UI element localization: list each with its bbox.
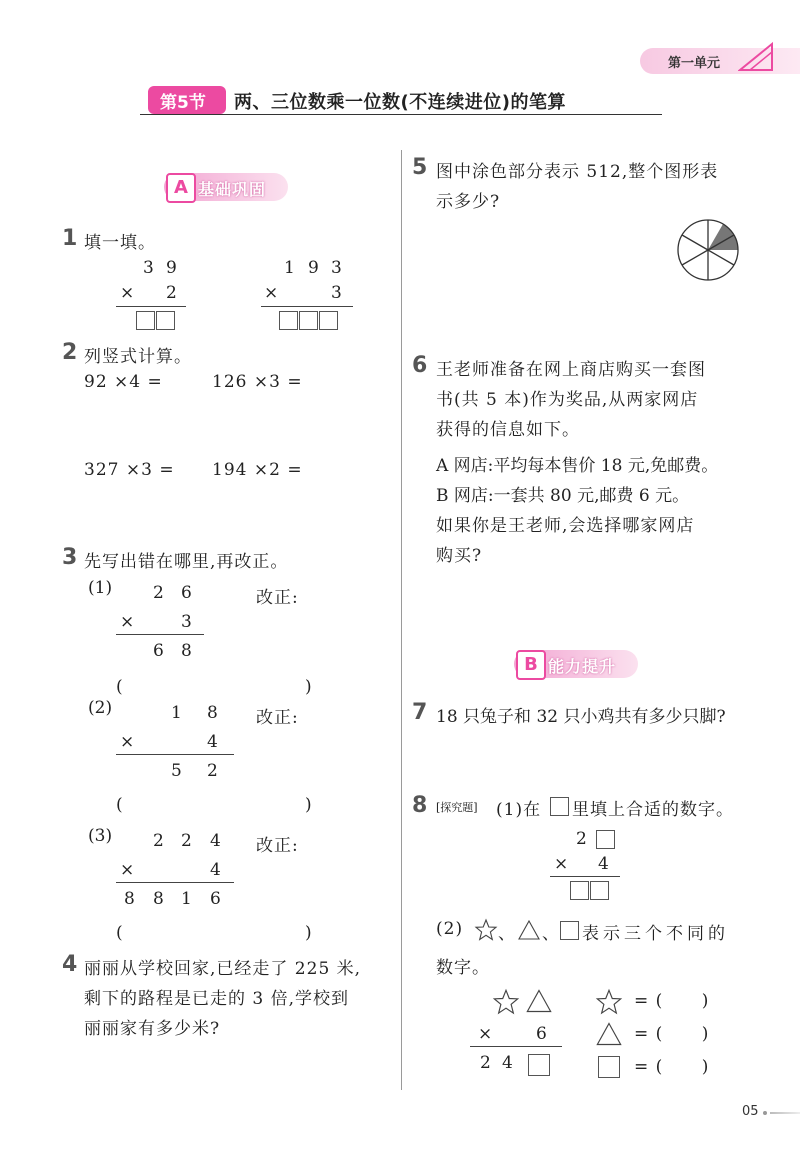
q3-1-result-digit: 6 [153, 641, 164, 661]
q3-3-times: × [120, 860, 135, 880]
q3-2-times: × [120, 732, 135, 752]
q6-line: 书(共 5 本)作为奖品,从两家网店 [436, 390, 699, 410]
q3-1-top-digit: 6 [181, 583, 192, 603]
q1b-top-digit: 3 [331, 258, 342, 278]
q1b-times: × [264, 283, 279, 303]
q1a-top-digit: 3 [143, 258, 154, 278]
q3-3-paren-close: ) [305, 923, 312, 943]
page-number: 05 [742, 1104, 759, 1119]
q8-p2-times: × [478, 1024, 493, 1044]
q1b-top-digit: 9 [308, 258, 319, 278]
q8-p1-rule [550, 876, 620, 877]
q3-3-result-digit: 8 [153, 889, 164, 909]
q1b-multiplier: 3 [331, 283, 342, 303]
square-icon [560, 921, 579, 940]
q2-text: 列竖式计算。 [84, 347, 192, 367]
q8-p1-text-b: 里填上合适的数字。 [572, 800, 734, 820]
answer-box[interactable] [136, 311, 155, 330]
q5-number: 5 [412, 155, 428, 180]
q3-1-top-digit: 2 [153, 583, 164, 603]
q7-text: 18 只兔子和 32 只小鸡共有多少只脚? [436, 707, 726, 727]
q3-2-top-digit: 1 [171, 703, 182, 723]
q6-line: A 网店:平均每本售价 18 元,免邮费。 [436, 456, 719, 476]
q1a-rule [116, 306, 186, 307]
answer-box[interactable] [299, 311, 318, 330]
q8-p2-multiplier: 6 [536, 1024, 547, 1044]
q1a-answer-boxes [136, 310, 175, 330]
q6-line: 获得的信息如下。 [436, 420, 580, 440]
q8-p1-top-digit: 2 [576, 829, 587, 849]
column-divider [401, 150, 402, 1090]
q8-tag: [探究题] [436, 801, 478, 814]
q1-text: 填一填。 [84, 233, 156, 253]
q8-eq-star: = ( ) [634, 991, 710, 1011]
q3-2-top-digit: 8 [207, 703, 218, 723]
part-b-letter: B [516, 650, 546, 680]
q3-2-multiplier: 4 [207, 732, 218, 752]
square-icon [598, 1056, 620, 1078]
q8-p1-times: × [554, 854, 569, 874]
q2-number: 2 [62, 340, 78, 365]
answer-box[interactable] [319, 311, 338, 330]
answer-box[interactable] [528, 1054, 550, 1076]
answer-box[interactable] [590, 881, 609, 900]
triangle-icon [525, 988, 553, 1014]
q1b-answer-boxes [279, 310, 338, 330]
q1a-times: × [120, 283, 135, 303]
q8-eq-square: = ( ) [634, 1057, 710, 1077]
q8-p1-answer-boxes [570, 880, 609, 900]
q6-line: B 网店:一套共 80 元,邮费 6 元。 [436, 486, 690, 506]
star-icon [595, 988, 623, 1016]
pie-divider [682, 235, 708, 250]
q3-2-rule [116, 754, 234, 755]
q2-item: 92 ×4 = [84, 372, 163, 392]
q3-1-paren-close: ) [305, 677, 312, 697]
q4-line: 丽丽从学校回家,已经走了 225 米, [84, 959, 362, 979]
answer-box[interactable] [279, 311, 298, 330]
q3-3-paren-open: ( [116, 923, 123, 943]
q8-p2-sep: 、 [542, 924, 560, 944]
q4-line: 丽丽家有多少米? [84, 1019, 221, 1039]
footer-line [770, 1112, 800, 1114]
q3-1-fix-label: 改正: [256, 588, 299, 608]
q1b-top-digit: 1 [284, 258, 295, 278]
q7-number: 7 [412, 700, 428, 725]
pie-shaded-slice [708, 224, 740, 263]
q3-1-rule [116, 634, 204, 635]
answer-box[interactable] [156, 311, 175, 330]
q8-p2-result-digit: 2 [480, 1053, 491, 1073]
q5-line: 图中涂色部分表示 512,整个图形表 [436, 162, 719, 182]
q4-line: 剩下的路程是已走的 3 倍,学校到 [84, 989, 350, 1009]
triangle-ruler-icon [738, 40, 778, 74]
pie-divider [708, 250, 734, 265]
q3-3-fix-label: 改正: [256, 836, 299, 856]
q3-2-paren-close: ) [305, 795, 312, 815]
q8-p2-sep: 、 [498, 924, 516, 944]
triangle-icon [595, 1021, 623, 1047]
q3-3-label: (3) [88, 826, 113, 846]
q3-2-result-digit: 5 [171, 761, 182, 781]
q6-number: 6 [412, 353, 428, 378]
q3-3-result-digit: 8 [124, 889, 135, 909]
q3-1-times: × [120, 612, 135, 632]
q3-3-result-digit: 1 [181, 889, 192, 909]
q8-p1-text-a: (1)在 [496, 800, 542, 820]
q8-p2-text: 表示三个不同的 [582, 924, 729, 944]
q1a-top-digit: 9 [166, 258, 177, 278]
q8-p2-label: (2) [436, 919, 464, 939]
triangle-icon [517, 919, 541, 941]
q2-item: 126 ×3 = [212, 372, 303, 392]
q3-1-label: (1) [88, 578, 113, 598]
q8-p2-rule [470, 1046, 562, 1047]
q4-number: 4 [62, 952, 78, 977]
q8-p1-multiplier: 4 [598, 854, 609, 874]
footer-dot [763, 1111, 767, 1115]
q6-line: 王老师准备在网上商店购买一套图 [436, 360, 706, 380]
q3-3-multiplier: 4 [210, 860, 221, 880]
part-a-letter: A [166, 173, 196, 203]
q3-2-label: (2) [88, 698, 113, 718]
q3-1-paren-open: ( [116, 677, 123, 697]
pie-diagram [676, 218, 740, 282]
q2-item: 194 ×2 = [212, 460, 303, 480]
q3-1-result-digit: 8 [181, 641, 192, 661]
q5-line: 示多少? [436, 192, 501, 212]
section-tag: 第5节 [160, 93, 206, 113]
q6-line: 购买? [436, 546, 483, 566]
q3-3-result-digit: 6 [210, 889, 221, 909]
unit-label: 第一单元 [668, 56, 721, 71]
section-title: 两、三位数乘一位数(不连续进位)的笔算 [234, 92, 566, 113]
q3-3-top-digit: 2 [153, 831, 164, 851]
q1-number: 1 [62, 226, 78, 251]
q3-1-multiplier: 3 [181, 612, 192, 632]
part-a-title: 基础巩固 [198, 180, 267, 199]
q3-2-result-digit: 2 [207, 761, 218, 781]
q8-eq-triangle: = ( ) [634, 1024, 710, 1044]
part-b-title: 能力提升 [548, 657, 617, 676]
inline-box-icon [550, 797, 569, 816]
q1b-rule [261, 306, 353, 307]
q3-2-fix-label: 改正: [256, 708, 299, 728]
q8-number: 8 [412, 793, 428, 818]
answer-box[interactable] [570, 881, 589, 900]
answer-box[interactable] [596, 830, 615, 849]
q8-p2-text2: 数字。 [436, 958, 490, 978]
q3-3-rule [116, 882, 234, 883]
q3-3-top-digit: 2 [181, 831, 192, 851]
q3-number: 3 [62, 545, 78, 570]
q6-line: 如果你是王老师,会选择哪家网店 [436, 516, 695, 536]
star-icon [474, 918, 498, 942]
q3-text: 先写出错在哪里,再改正。 [84, 552, 289, 572]
pie-divider [682, 250, 708, 265]
q3-3-top-digit: 4 [210, 831, 221, 851]
q8-p2-result-digit: 4 [502, 1053, 513, 1073]
q3-2-paren-open: ( [116, 795, 123, 815]
q1a-multiplier: 2 [166, 283, 177, 303]
q2-item: 327 ×3 = [84, 460, 175, 480]
star-icon [492, 988, 520, 1016]
